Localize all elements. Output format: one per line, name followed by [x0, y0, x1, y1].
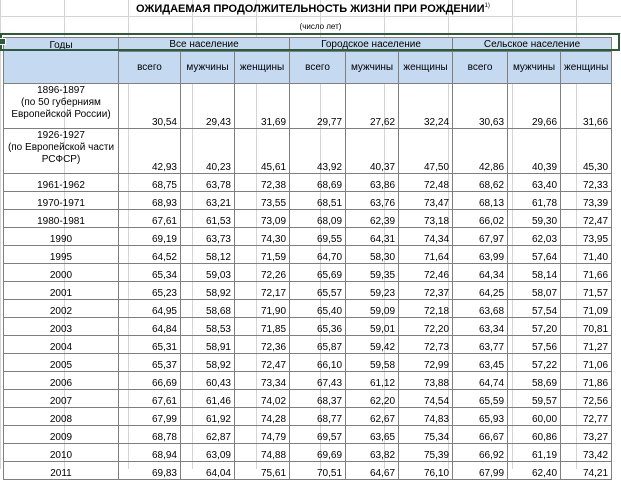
- value-cell[interactable]: 57,54: [508, 300, 561, 318]
- value-cell[interactable]: 63,99: [453, 246, 508, 264]
- value-cell[interactable]: 57,56: [508, 336, 561, 354]
- value-cell[interactable]: 71,86: [561, 372, 612, 390]
- year-line: (по Европейской части: [7, 142, 115, 153]
- value-cell[interactable]: 62,40: [508, 462, 561, 480]
- value-cell[interactable]: 29,43: [181, 84, 235, 129]
- year-cell[interactable]: 2006: [4, 372, 119, 390]
- table-row: [4, 408, 612, 426]
- value-cell[interactable]: 69,83: [119, 462, 181, 480]
- header-subcol-total[interactable]: всего: [453, 52, 508, 84]
- value-cell[interactable]: 68,37: [290, 390, 346, 408]
- value-cell[interactable]: 42,86: [453, 129, 508, 174]
- value-cell[interactable]: 71,85: [235, 318, 290, 336]
- value-cell[interactable]: 63,09: [181, 444, 235, 462]
- value-cell[interactable]: 75,61: [235, 462, 290, 480]
- value-cell[interactable]: 61,92: [181, 408, 235, 426]
- value-cell[interactable]: 68,09: [290, 210, 346, 228]
- table-row: [4, 282, 612, 300]
- value-cell[interactable]: 47,50: [399, 129, 453, 174]
- value-cell[interactable]: 66,10: [290, 354, 346, 372]
- value-cell[interactable]: 67,99: [119, 408, 181, 426]
- value-cell[interactable]: 71,59: [235, 246, 290, 264]
- table-row: [4, 390, 612, 408]
- value-cell[interactable]: 71,09: [561, 300, 612, 318]
- sheet-title-text: ОЖИДАЕМАЯ ПРОДОЛЖИТЕЛЬНОСТЬ ЖИЗНИ ПРИ РОЖДЕНИИ: [136, 3, 485, 15]
- year-cell[interactable]: 2003: [4, 318, 119, 336]
- header-subcol-total[interactable]: всего: [119, 52, 181, 84]
- value-cell[interactable]: 59,58: [346, 354, 399, 372]
- year-cell[interactable]: 2004: [4, 336, 119, 354]
- year-line: РСФСР): [41, 154, 81, 165]
- value-cell[interactable]: 68,51: [290, 192, 346, 210]
- table-row: [4, 336, 612, 354]
- header-subcol-women[interactable]: женщины: [561, 52, 612, 84]
- value-cell[interactable]: 58,91: [181, 336, 235, 354]
- value-cell[interactable]: 72,73: [399, 336, 453, 354]
- value-cell[interactable]: 71,27: [561, 336, 612, 354]
- value-cell[interactable]: 30,54: [119, 84, 181, 129]
- value-cell[interactable]: 69,55: [290, 228, 346, 246]
- header-subcol-women[interactable]: женщины: [235, 52, 290, 84]
- value-cell[interactable]: 58,53: [181, 318, 235, 336]
- value-cell[interactable]: 76,10: [399, 462, 453, 480]
- year-line: 1926-1927: [37, 130, 85, 141]
- value-cell[interactable]: 67,43: [290, 372, 346, 390]
- header-group-rural[interactable]: Сельское население: [453, 38, 612, 52]
- value-cell[interactable]: 75,39: [399, 444, 453, 462]
- value-cell[interactable]: 63,34: [453, 318, 508, 336]
- year-cell[interactable]: 2002: [4, 300, 119, 318]
- value-cell[interactable]: 72,36: [235, 336, 290, 354]
- year-cell[interactable]: 1990: [4, 228, 119, 246]
- value-cell[interactable]: 71,57: [561, 282, 612, 300]
- value-cell[interactable]: 29,77: [290, 84, 346, 129]
- year-cell[interactable]: 2001: [4, 282, 119, 300]
- value-cell[interactable]: 40,37: [346, 129, 399, 174]
- value-cell[interactable]: 63,76: [346, 192, 399, 210]
- value-cell[interactable]: 72,47: [561, 210, 612, 228]
- value-cell[interactable]: 57,22: [508, 354, 561, 372]
- value-cell[interactable]: 57,64: [508, 246, 561, 264]
- value-cell[interactable]: 43,92: [290, 129, 346, 174]
- value-cell[interactable]: 64,74: [453, 372, 508, 390]
- value-cell[interactable]: 60,86: [508, 426, 561, 444]
- value-cell[interactable]: 60,43: [181, 372, 235, 390]
- value-cell[interactable]: 62,03: [508, 228, 561, 246]
- value-cell[interactable]: 62,67: [346, 408, 399, 426]
- value-cell[interactable]: 71,90: [235, 300, 290, 318]
- header-subcol-women[interactable]: женщины: [399, 52, 453, 84]
- value-cell[interactable]: 59,03: [181, 264, 235, 282]
- value-cell[interactable]: 65,69: [290, 264, 346, 282]
- year-cell[interactable]: 2009: [4, 426, 119, 444]
- table-row: [4, 192, 612, 210]
- value-cell[interactable]: 31,66: [561, 84, 612, 129]
- value-cell[interactable]: 45,30: [561, 129, 612, 174]
- header-subcol-total[interactable]: всего: [290, 52, 346, 84]
- value-cell[interactable]: 63,45: [453, 354, 508, 372]
- value-cell[interactable]: 40,23: [181, 129, 235, 174]
- value-cell[interactable]: 64,25: [453, 282, 508, 300]
- value-cell[interactable]: 66,02: [453, 210, 508, 228]
- table-row: [4, 372, 612, 390]
- value-cell[interactable]: 59,01: [346, 318, 399, 336]
- value-cell[interactable]: 72,48: [399, 174, 453, 192]
- value-cell[interactable]: 58,12: [181, 246, 235, 264]
- header-group-all[interactable]: Все население: [119, 38, 290, 52]
- value-cell[interactable]: 64,52: [119, 246, 181, 264]
- value-cell[interactable]: 65,36: [290, 318, 346, 336]
- value-cell[interactable]: 62,20: [346, 390, 399, 408]
- value-cell[interactable]: 59,35: [346, 264, 399, 282]
- value-cell[interactable]: 40,39: [508, 129, 561, 174]
- value-cell[interactable]: 63,40: [508, 174, 561, 192]
- value-cell[interactable]: 74,28: [235, 408, 290, 426]
- value-cell[interactable]: 69,69: [290, 444, 346, 462]
- value-cell[interactable]: 73,27: [561, 426, 612, 444]
- value-cell[interactable]: 74,54: [399, 390, 453, 408]
- value-cell[interactable]: 73,34: [235, 372, 290, 390]
- value-cell[interactable]: 72,18: [399, 300, 453, 318]
- value-cell[interactable]: 68,13: [453, 192, 508, 210]
- value-cell[interactable]: 64,84: [119, 318, 181, 336]
- value-cell[interactable]: 73,47: [399, 192, 453, 210]
- value-cell[interactable]: 64,67: [346, 462, 399, 480]
- value-cell[interactable]: 30,63: [453, 84, 508, 129]
- value-cell[interactable]: 72,37: [399, 282, 453, 300]
- year-cell[interactable]: [4, 84, 119, 129]
- value-cell[interactable]: 73,55: [235, 192, 290, 210]
- value-cell[interactable]: 64,34: [453, 264, 508, 282]
- value-cell[interactable]: 63,65: [346, 426, 399, 444]
- value-cell[interactable]: 74,83: [399, 408, 453, 426]
- value-cell[interactable]: 64,31: [346, 228, 399, 246]
- value-cell[interactable]: 61,46: [181, 390, 235, 408]
- value-cell[interactable]: 59,42: [346, 336, 399, 354]
- value-cell[interactable]: 75,34: [399, 426, 453, 444]
- table-row: [4, 174, 612, 192]
- value-cell[interactable]: 67,61: [119, 390, 181, 408]
- value-cell[interactable]: 58,92: [181, 282, 235, 300]
- value-cell[interactable]: 69,19: [119, 228, 181, 246]
- value-cell[interactable]: 58,92: [181, 354, 235, 372]
- value-cell[interactable]: 58,30: [346, 246, 399, 264]
- value-cell[interactable]: 67,99: [453, 462, 508, 480]
- value-cell[interactable]: 63,21: [181, 192, 235, 210]
- value-cell[interactable]: 72,20: [399, 318, 453, 336]
- value-cell[interactable]: 63,77: [453, 336, 508, 354]
- value-cell[interactable]: 74,34: [399, 228, 453, 246]
- year-cell[interactable]: 2010: [4, 444, 119, 462]
- value-cell[interactable]: 73,39: [561, 192, 612, 210]
- year-cell[interactable]: 2008: [4, 408, 119, 426]
- value-cell[interactable]: 60,00: [508, 408, 561, 426]
- unit-label: (число лет): [299, 22, 342, 31]
- value-cell[interactable]: 72,47: [235, 354, 290, 372]
- value-cell[interactable]: 63,73: [181, 228, 235, 246]
- value-cell[interactable]: 65,87: [290, 336, 346, 354]
- row-selection-highlight[interactable]: [0, 33, 620, 51]
- title-footnote-mark: 1): [484, 3, 490, 9]
- year-cell[interactable]: 2005: [4, 354, 119, 372]
- table-row: [4, 426, 612, 444]
- table-row: [4, 318, 612, 336]
- table-row: [4, 264, 612, 282]
- value-cell[interactable]: 70,81: [561, 318, 612, 336]
- year-cell[interactable]: [4, 129, 119, 174]
- value-cell[interactable]: 64,70: [290, 246, 346, 264]
- value-cell[interactable]: 68,78: [119, 426, 181, 444]
- value-cell[interactable]: 42,93: [119, 129, 181, 174]
- year-cell[interactable]: 2007: [4, 390, 119, 408]
- value-cell[interactable]: 67,97: [453, 228, 508, 246]
- value-cell[interactable]: 71,66: [561, 264, 612, 282]
- value-cell[interactable]: 63,86: [346, 174, 399, 192]
- value-cell[interactable]: 27,62: [346, 84, 399, 129]
- value-cell[interactable]: 65,57: [290, 282, 346, 300]
- value-cell[interactable]: 72,33: [561, 174, 612, 192]
- value-cell[interactable]: 72,77: [561, 408, 612, 426]
- value-cell[interactable]: 65,34: [119, 264, 181, 282]
- value-cell[interactable]: 58,14: [508, 264, 561, 282]
- header-subcol-men[interactable]: мужчины: [508, 52, 561, 84]
- value-cell[interactable]: 29,66: [508, 84, 561, 129]
- value-cell[interactable]: 65,37: [119, 354, 181, 372]
- value-cell[interactable]: 67,61: [119, 210, 181, 228]
- value-cell[interactable]: 71,40: [561, 246, 612, 264]
- sheet-title: [136, 3, 490, 19]
- value-cell[interactable]: 57,20: [508, 318, 561, 336]
- value-cell[interactable]: 72,46: [399, 264, 453, 282]
- value-cell[interactable]: 68,94: [119, 444, 181, 462]
- value-cell[interactable]: 61,53: [181, 210, 235, 228]
- value-cell[interactable]: 68,69: [290, 174, 346, 192]
- table-row: [4, 228, 612, 246]
- value-cell[interactable]: 68,75: [119, 174, 181, 192]
- year-cell[interactable]: 1961-1962: [4, 174, 119, 192]
- value-cell[interactable]: 63,78: [181, 174, 235, 192]
- life-expectancy-table: [3, 37, 612, 480]
- value-cell[interactable]: 66,92: [453, 444, 508, 462]
- header-years[interactable]: Годы: [4, 38, 119, 84]
- value-cell[interactable]: 69,57: [290, 426, 346, 444]
- table-row: [4, 462, 612, 480]
- year-cell[interactable]: 1970-1971: [4, 192, 119, 210]
- table-row: [4, 84, 612, 129]
- value-cell[interactable]: 58,68: [181, 300, 235, 318]
- year-cell[interactable]: 1995: [4, 246, 119, 264]
- value-cell[interactable]: 63,82: [346, 444, 399, 462]
- value-cell[interactable]: 74,02: [235, 390, 290, 408]
- header-group-urban[interactable]: Городское население: [290, 38, 453, 52]
- table-row: [4, 246, 612, 264]
- value-cell[interactable]: 72,56: [561, 390, 612, 408]
- value-cell[interactable]: 73,18: [399, 210, 453, 228]
- table-row: [4, 300, 612, 318]
- value-cell[interactable]: 73,95: [561, 228, 612, 246]
- year-cell[interactable]: 2011: [4, 462, 119, 480]
- value-cell[interactable]: 71,64: [399, 246, 453, 264]
- value-cell[interactable]: 73,42: [561, 444, 612, 462]
- value-cell[interactable]: 68,77: [290, 408, 346, 426]
- value-cell[interactable]: 68,93: [119, 192, 181, 210]
- year-cell[interactable]: 1980-1981: [4, 210, 119, 228]
- value-cell[interactable]: 73,09: [235, 210, 290, 228]
- value-cell[interactable]: 61,78: [508, 192, 561, 210]
- value-cell[interactable]: 74,30: [235, 228, 290, 246]
- value-cell[interactable]: 59,23: [346, 282, 399, 300]
- table-row: [4, 129, 612, 174]
- value-cell[interactable]: 65,31: [119, 336, 181, 354]
- value-cell[interactable]: 74,79: [235, 426, 290, 444]
- value-cell[interactable]: 45,61: [235, 129, 290, 174]
- value-cell[interactable]: 61,12: [346, 372, 399, 390]
- value-cell[interactable]: 32,24: [399, 84, 453, 129]
- value-cell[interactable]: 66,69: [119, 372, 181, 390]
- value-cell[interactable]: 72,99: [399, 354, 453, 372]
- table-row: [4, 444, 612, 462]
- value-cell[interactable]: 65,93: [453, 408, 508, 426]
- value-cell[interactable]: 68,62: [453, 174, 508, 192]
- value-cell[interactable]: 72,38: [235, 174, 290, 192]
- header-subcol-men[interactable]: мужчины: [181, 52, 235, 84]
- value-cell[interactable]: 71,06: [561, 354, 612, 372]
- value-cell[interactable]: 65,23: [119, 282, 181, 300]
- value-cell[interactable]: 65,59: [453, 390, 508, 408]
- value-cell[interactable]: 64,04: [181, 462, 235, 480]
- year-line: Европейской России): [11, 109, 111, 120]
- value-cell[interactable]: 73,88: [399, 372, 453, 390]
- value-cell[interactable]: 58,69: [508, 372, 561, 390]
- value-cell[interactable]: 74,21: [561, 462, 612, 480]
- year-line: (по 50 губерниям: [21, 97, 101, 108]
- value-cell[interactable]: 74,88: [235, 444, 290, 462]
- value-cell[interactable]: 31,69: [235, 84, 290, 129]
- value-cell[interactable]: 59,09: [346, 300, 399, 318]
- value-cell[interactable]: 61,19: [508, 444, 561, 462]
- header-subcol-men[interactable]: мужчины: [346, 52, 399, 84]
- value-cell[interactable]: 62,39: [346, 210, 399, 228]
- value-cell[interactable]: 65,40: [290, 300, 346, 318]
- year-line: 1896-1897: [37, 85, 85, 96]
- value-cell[interactable]: 59,30: [508, 210, 561, 228]
- value-cell[interactable]: 72,17: [235, 282, 290, 300]
- fill-handle[interactable]: [0, 38, 6, 45]
- table-row: [4, 210, 612, 228]
- value-cell[interactable]: 62,87: [181, 426, 235, 444]
- table-row: [4, 354, 612, 372]
- value-cell[interactable]: 70,51: [290, 462, 346, 480]
- value-cell[interactable]: 66,67: [453, 426, 508, 444]
- value-cell[interactable]: 59,57: [508, 390, 561, 408]
- value-cell[interactable]: 72,26: [235, 264, 290, 282]
- value-cell[interactable]: 64,95: [119, 300, 181, 318]
- year-cell[interactable]: 2000: [4, 264, 119, 282]
- value-cell[interactable]: 58,07: [508, 282, 561, 300]
- value-cell[interactable]: 63,68: [453, 300, 508, 318]
